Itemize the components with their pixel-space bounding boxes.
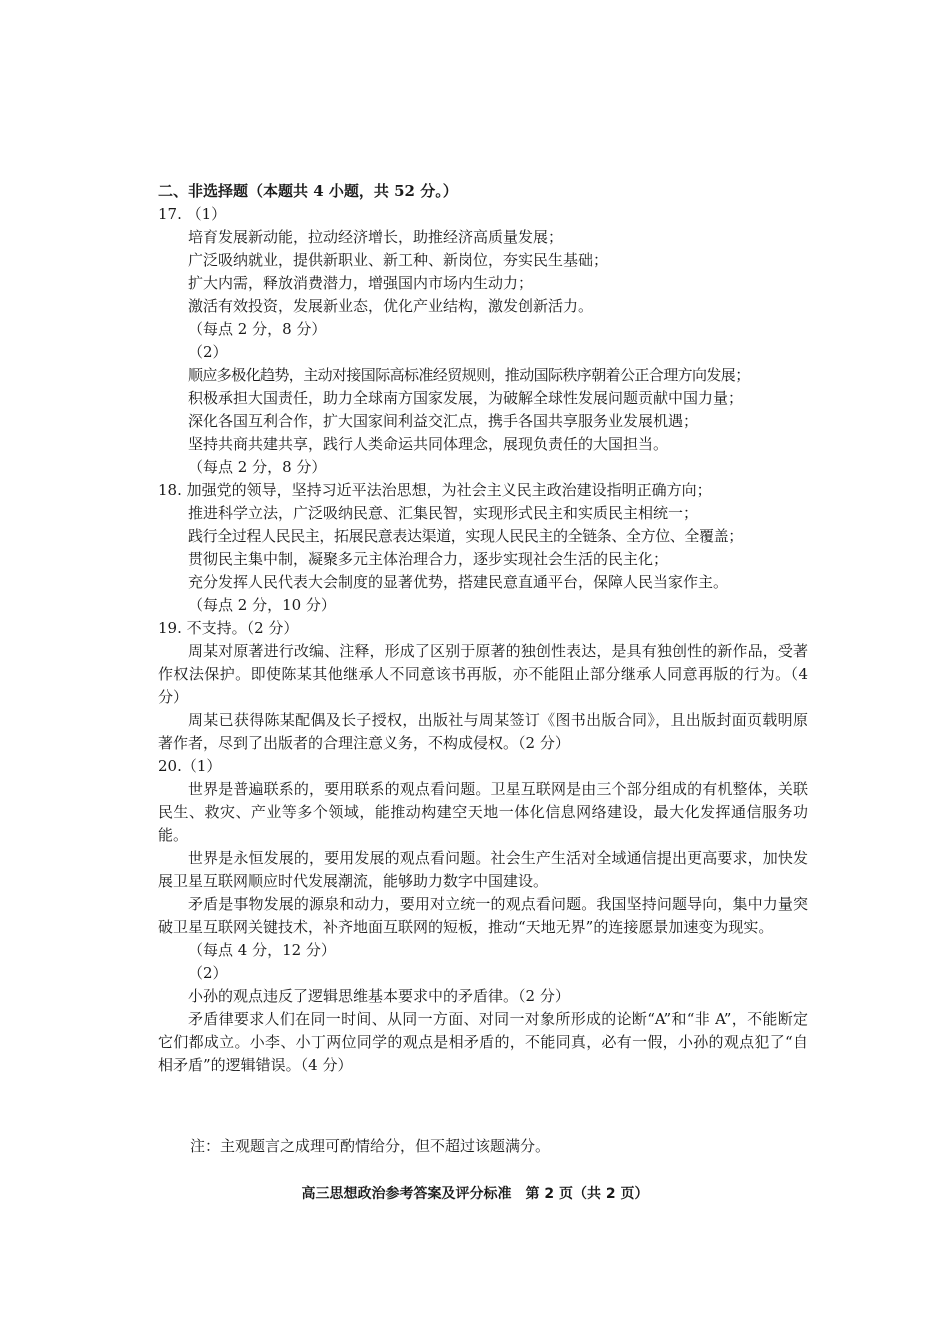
q17-point: 扩大内需，释放消费潜力，增强国内市场内生动力； xyxy=(188,274,534,292)
q17-point: 激活有效投资，发展新业态，优化产业结构，激发创新活力。 xyxy=(188,297,594,315)
q20-paragraph: 世界是永恒发展的，要用发展的观点看问题。社会生产生活对全域通信提出更高要求，加快发展卫星互联网顺应时代发展潮流，能够助力数字中国建设。 xyxy=(158,849,808,890)
section-title: 二、非选择题（本题共 4 小题，共 52 分。） xyxy=(158,182,458,200)
answer-content xyxy=(158,180,808,1077)
q20-paragraph: 小孙的观点违反了逻辑思维基本要求中的矛盾律。（2 分） xyxy=(188,987,570,1005)
q17-point: 广泛吸纳就业，提供新职业、新工种、新岗位，夯实民生基础； xyxy=(188,251,609,269)
q20-label: 20.（1） xyxy=(158,757,222,775)
q20-score-1: （每点 4 分，12 分） xyxy=(188,941,336,959)
grading-note: 注：主观题言之成理可酌情给分，但不超过该题满分。 xyxy=(190,1137,551,1155)
q18-point: 贯彻民主集中制，凝聚多元主体治理合力，逐步实现社会生活的民主化； xyxy=(188,550,669,568)
q17-point: 顺应多极化趋势，主动对接国际高标准经贸规则，推动国际秩序朝着公正合理方向发展； xyxy=(188,366,750,384)
q19-first-line: 19. 不支持。（2 分） xyxy=(158,619,299,637)
q17-score-2: （每点 2 分，8 分） xyxy=(188,458,327,476)
q20-part2-label: （2） xyxy=(188,964,228,982)
q17-point: 培育发展新动能，拉动经济增长，助推经济高质量发展； xyxy=(188,228,564,246)
page-footer: 高三思想政治参考答案及评分标准 第 2 页（共 2 页） xyxy=(301,1186,649,1202)
q17-score-1: （每点 2 分，8 分） xyxy=(188,320,327,338)
q20-paragraph: 矛盾是事物发展的源泉和动力，要用对立统一的观点看问题。我国坚持问题导向，集中力量突破卫星互联网关键技术，补齐地面互联网的短板，推动“天地无界”的连接愿景加速变为现实。 xyxy=(158,895,808,936)
q17-point: 深化各国互利合作，扩大国家间利益交汇点，携手各国共享服务业发展机遇； xyxy=(188,412,699,430)
q18-score: （每点 2 分，10 分） xyxy=(188,596,336,614)
q18-first-line: 18. 加强党的领导，坚持习近平法治思想，为社会主义民主政治建设指明正确方向； xyxy=(158,481,712,499)
q18-point: 充分发挥人民代表大会制度的显著优势，搭建民意直通平台，保障人民当家作主。 xyxy=(188,573,729,591)
q17-part2-label: （2） xyxy=(188,343,228,361)
q17-point: 积极承担大国责任，助力全球南方国家发展，为破解全球性发展问题贡献中国力量； xyxy=(188,389,744,407)
q17-label: 17. （1） xyxy=(158,205,227,223)
q19-paragraph: 周某对原著进行改编、注释，形成了区别于原著的独创性表达，是具有独创性的新作品，受著作权法保护。即使陈某其他继承人不同意该书再版，亦不能阻止部分继承人同意再版的行为。（4 分） xyxy=(158,642,808,706)
q18-point: 推进科学立法，广泛吸纳民意、汇集民智，实现形式民主和实质民主相统一； xyxy=(188,504,699,522)
q17-point: 坚持共商共建共享，践行人类命运共同体理念，展现负责任的大国担当。 xyxy=(188,435,669,453)
q19-paragraph: 周某已获得陈某配偶及长子授权，出版社与周某签订《图书出版合同》，且出版封面页载明原著作者，尽到了出版者的合理注意义务，不构成侵权。（2 分） xyxy=(158,711,808,752)
q18-point: 践行全过程人民民主，拓展民意表达渠道，实现人民民主的全链条、全方位、全覆盖； xyxy=(188,527,743,545)
q20-paragraph: 矛盾律要求人们在同一时间、从同一方面、对同一对象所形成的论断“A”和“非 A”，不能断定它们都成立。小李、小丁两位同学的观点是相矛盾的，不能同真，必有一假，小孙的观点犯了“自相矛盾”的逻辑错误。（4 分） xyxy=(158,1010,808,1074)
q20-paragraph: 世界是普遍联系的，要用联系的观点看问题。卫星互联网是由三个部分组成的有机整体，关联民生、救灾、产业等多个领域，能推动构建空天地一体化信息网络建设，最大化发挥通信服务功能。 xyxy=(158,780,808,844)
